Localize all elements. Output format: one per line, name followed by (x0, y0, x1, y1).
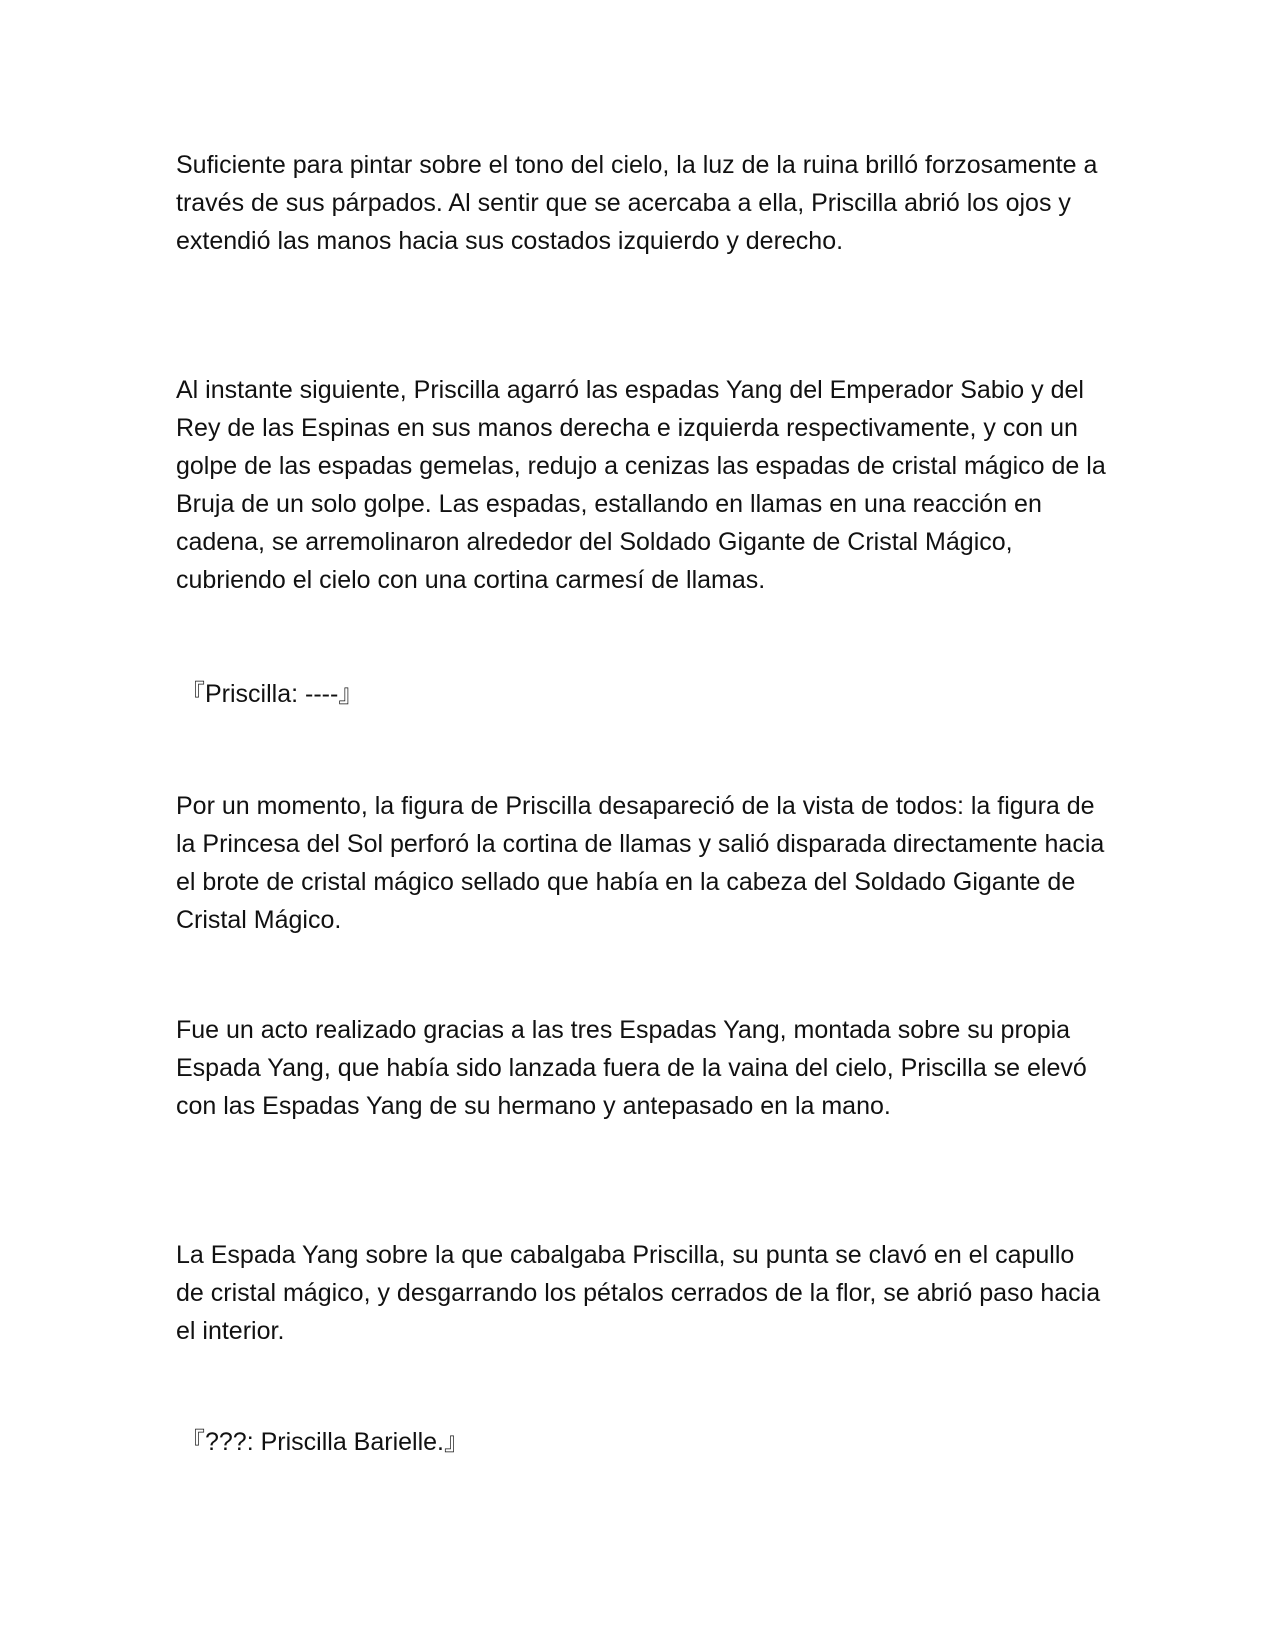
dialogue-line-unknown: 『???: Priscilla Barielle.』 (180, 1428, 469, 1456)
paragraph-2: Al instante siguiente, Priscilla agarró las espadas Yang del Emperador Sabio y del Rey de las Espinas en sus manos derecha e izquierda respectivamente, y con un golpe de las espadas gemelas, redujo a cenizas las espadas de cristal mágico de la Bruja de un solo golpe. Las espadas, estallando en llamas en una reacción en cadena, se arremolinaron alrededor del Soldado Gigante de Cristal Mágico, cubriendo el cielo con una cortina carmesí de llamas. (176, 376, 1106, 594)
paragraph-1: Suficiente para pintar sobre el tono del cielo, la luz de la ruina brilló forzosamente a través de sus párpados. Al sentir que se acercaba a ella, Priscilla abrió los ojos y extendió las manos hacia sus costados izquierdo y derecho. (176, 151, 1098, 255)
paragraph-4: Fue un acto realizado gracias a las tres Espadas Yang, montada sobre su propia Espada Yang, que había sido lanzada fuera de la vaina del cielo, Priscilla se elevó con las Espadas Yang de su hermano y antepasado en la mano. (176, 1016, 1087, 1120)
dialogue-line-priscilla: 『Priscilla: ----』 (180, 680, 364, 708)
paragraph-5: La Espada Yang sobre la que cabalgaba Priscilla, su punta se clavó en el capullo de cristal mágico, y desgarrando los pétalos cerrados de la flor, se abrió paso hacia el interior. (176, 1241, 1101, 1345)
paragraph-3: Por un momento, la figura de Priscilla desapareció de la vista de todos: la figura de la Princesa del Sol perforó la cortina de llamas y salió disparada directamente hacia el brote de cristal mágico sellado que había en la cabeza del Soldado Gigante de Cristal Mágico. (176, 792, 1105, 934)
